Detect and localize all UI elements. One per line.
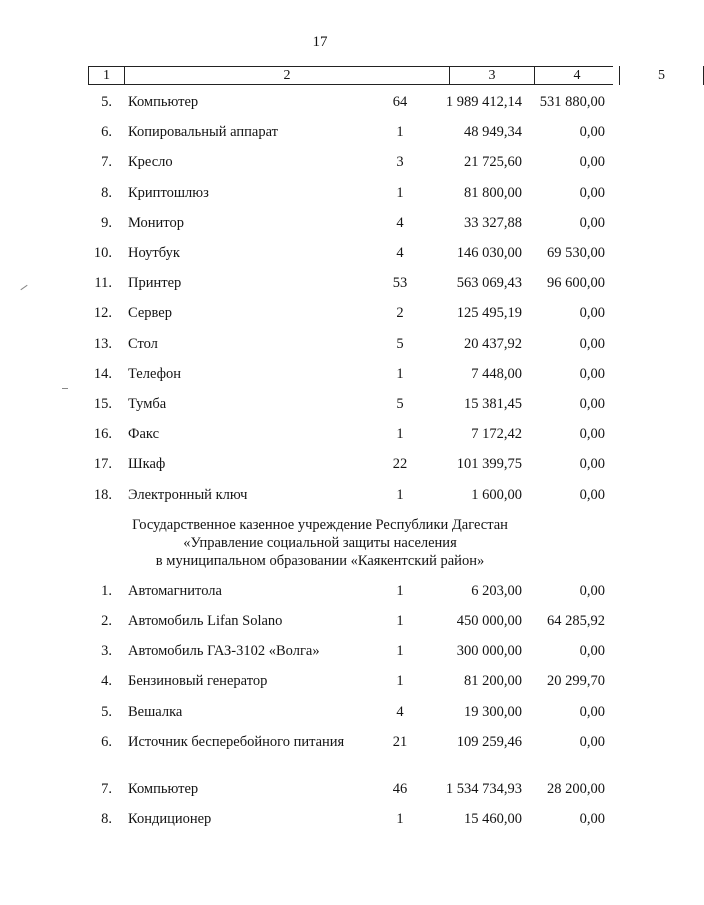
item-cost: 81 800,00 xyxy=(464,184,522,201)
row-number: 13. xyxy=(93,335,112,352)
item-name: Телефон xyxy=(128,365,181,382)
row-number: 7. xyxy=(101,781,112,797)
item-quantity: 1 xyxy=(396,426,404,443)
item-residual-value: 20 299,70 xyxy=(547,673,605,689)
item-name: Кресло xyxy=(128,154,173,171)
item-quantity: 2 xyxy=(396,305,404,322)
item-quantity: 1 xyxy=(396,583,404,599)
item-quantity: 5 xyxy=(396,396,404,412)
item-cost: 20 437,92 xyxy=(464,335,522,352)
item-residual-value: 0,00 xyxy=(579,365,605,382)
header-col-2: 2 xyxy=(124,66,449,85)
item-name: Вешалка xyxy=(128,704,183,720)
row-number: 11. xyxy=(94,275,112,292)
item-quantity: 64 xyxy=(392,94,408,110)
header-col-4: 4 xyxy=(534,66,619,85)
item-cost: 7 448,00 xyxy=(471,365,522,382)
row-number: 10. xyxy=(93,245,112,261)
item-name: Сервер xyxy=(128,305,172,322)
item-name: Автомагнитола xyxy=(128,583,222,599)
item-residual-value: 0,00 xyxy=(579,305,605,322)
margin-mark xyxy=(20,285,27,290)
section-heading-line-2: «Управление социальной защиты населения xyxy=(183,535,457,551)
item-name: Ноутбук xyxy=(128,245,180,261)
item-quantity: 1 xyxy=(396,613,404,629)
item-quantity: 3 xyxy=(396,154,404,171)
item-cost: 1 600,00 xyxy=(471,486,522,503)
section-heading xyxy=(0,516,640,570)
row-number: 15. xyxy=(93,396,112,412)
item-quantity: 1 xyxy=(396,673,404,689)
row-number: 2. xyxy=(101,613,112,629)
item-residual-value: 69 530,00 xyxy=(547,245,605,261)
item-quantity: 46 xyxy=(392,781,408,797)
item-residual-value: 0,00 xyxy=(579,154,605,171)
row-number: 16. xyxy=(93,426,112,443)
row-number: 1. xyxy=(101,583,112,599)
item-cost: 7 172,42 xyxy=(471,426,522,443)
item-quantity: 1 xyxy=(396,184,404,201)
item-cost: 81 200,00 xyxy=(464,673,522,689)
item-cost: 125 495,19 xyxy=(456,305,522,322)
item-cost: 33 327,88 xyxy=(464,214,522,231)
item-cost: 450 000,00 xyxy=(456,613,522,629)
item-residual-value: 0,00 xyxy=(579,184,605,201)
item-cost: 1 534 734,93 xyxy=(445,781,522,797)
row-number: 8. xyxy=(101,811,112,827)
row-number: 5. xyxy=(101,704,112,720)
item-quantity: 21 xyxy=(392,734,408,750)
item-quantity: 1 xyxy=(396,365,404,382)
item-residual-value: 0,00 xyxy=(579,734,605,750)
item-name: Факс xyxy=(128,426,160,443)
item-quantity: 4 xyxy=(396,214,404,231)
item-cost: 563 069,43 xyxy=(456,275,522,292)
item-name: Кондиционер xyxy=(128,811,212,827)
item-cost: 146 030,00 xyxy=(456,245,522,261)
item-cost: 21 725,60 xyxy=(464,154,522,171)
item-residual-value: 0,00 xyxy=(579,396,605,412)
item-quantity: 5 xyxy=(396,335,404,352)
item-cost: 48 949,34 xyxy=(464,124,522,141)
section-heading-line-3: в муниципальном образовании «Каякентский район» xyxy=(155,553,485,569)
header-col-3: 3 xyxy=(449,66,534,85)
item-cost: 6 203,00 xyxy=(471,583,522,599)
row-number: 17. xyxy=(93,456,112,473)
item-residual-value: 0,00 xyxy=(579,456,605,473)
item-name: Бензиновый генератор xyxy=(128,673,268,689)
item-name: Компьютер xyxy=(128,94,199,110)
item-residual-value: 0,00 xyxy=(579,704,605,720)
row-number: 4. xyxy=(101,673,112,689)
item-residual-value: 0,00 xyxy=(579,335,605,352)
section-heading-line-1: Государственное казенное учреждение Республики Дагестан xyxy=(132,517,508,533)
row-number: 6. xyxy=(101,124,112,141)
item-quantity: 22 xyxy=(392,456,408,473)
margin-mark xyxy=(62,388,68,389)
row-number: 18. xyxy=(93,486,112,503)
item-name: Автомобиль ГАЗ-3102 «Волга» xyxy=(128,643,320,659)
item-name: Электронный ключ xyxy=(128,486,248,503)
row-number: 12. xyxy=(93,305,112,322)
item-quantity: 1 xyxy=(396,811,404,827)
item-name: Криптошлюз xyxy=(128,184,209,201)
row-number: 8. xyxy=(101,184,112,201)
item-quantity: 53 xyxy=(392,275,408,292)
row-number: 5. xyxy=(101,94,112,110)
item-residual-value: 0,00 xyxy=(579,583,605,599)
item-cost: 101 399,75 xyxy=(456,456,522,473)
row-number: 9. xyxy=(101,214,112,231)
item-residual-value: 0,00 xyxy=(579,811,605,827)
row-number: 3. xyxy=(101,643,112,659)
item-residual-value: 64 285,92 xyxy=(547,613,605,629)
item-name: Монитор xyxy=(128,214,184,231)
item-cost: 300 000,00 xyxy=(456,643,522,659)
item-cost: 15 460,00 xyxy=(464,811,522,827)
item-residual-value: 0,00 xyxy=(579,124,605,141)
item-residual-value: 531 880,00 xyxy=(539,94,605,110)
item-cost: 15 381,45 xyxy=(464,396,522,412)
item-cost: 109 259,46 xyxy=(456,734,522,750)
item-name: Источник бесперебойного питания xyxy=(128,734,345,750)
row-number: 6. xyxy=(101,734,112,750)
item-name: Компьютер xyxy=(128,781,199,797)
item-quantity: 1 xyxy=(396,486,404,503)
item-residual-value: 0,00 xyxy=(579,426,605,443)
item-name: Шкаф xyxy=(128,456,166,473)
item-name: Принтер xyxy=(128,275,182,292)
item-cost: 19 300,00 xyxy=(464,704,522,720)
header-col-5: 5 xyxy=(619,66,704,85)
row-number: 14. xyxy=(93,365,112,382)
header-col-1: 1 xyxy=(88,66,124,85)
item-cost: 1 989 412,14 xyxy=(445,94,522,110)
item-name: Стол xyxy=(128,335,158,352)
item-quantity: 4 xyxy=(396,704,404,720)
row-number: 7. xyxy=(101,154,112,171)
item-quantity: 4 xyxy=(396,245,404,261)
table-header-row xyxy=(88,66,665,85)
item-residual-value: 0,00 xyxy=(579,643,605,659)
item-residual-value: 0,00 xyxy=(579,214,605,231)
item-residual-value: 0,00 xyxy=(579,486,605,503)
item-name: Тумба xyxy=(128,396,167,412)
item-residual-value: 96 600,00 xyxy=(547,275,605,292)
item-quantity: 1 xyxy=(396,643,404,659)
item-quantity: 1 xyxy=(396,124,404,141)
item-residual-value: 28 200,00 xyxy=(547,781,605,797)
item-name: Автомобиль Lifan Solano xyxy=(128,613,283,629)
item-name: Копировальный аппарат xyxy=(128,124,279,141)
page-number: 17 xyxy=(312,34,328,50)
